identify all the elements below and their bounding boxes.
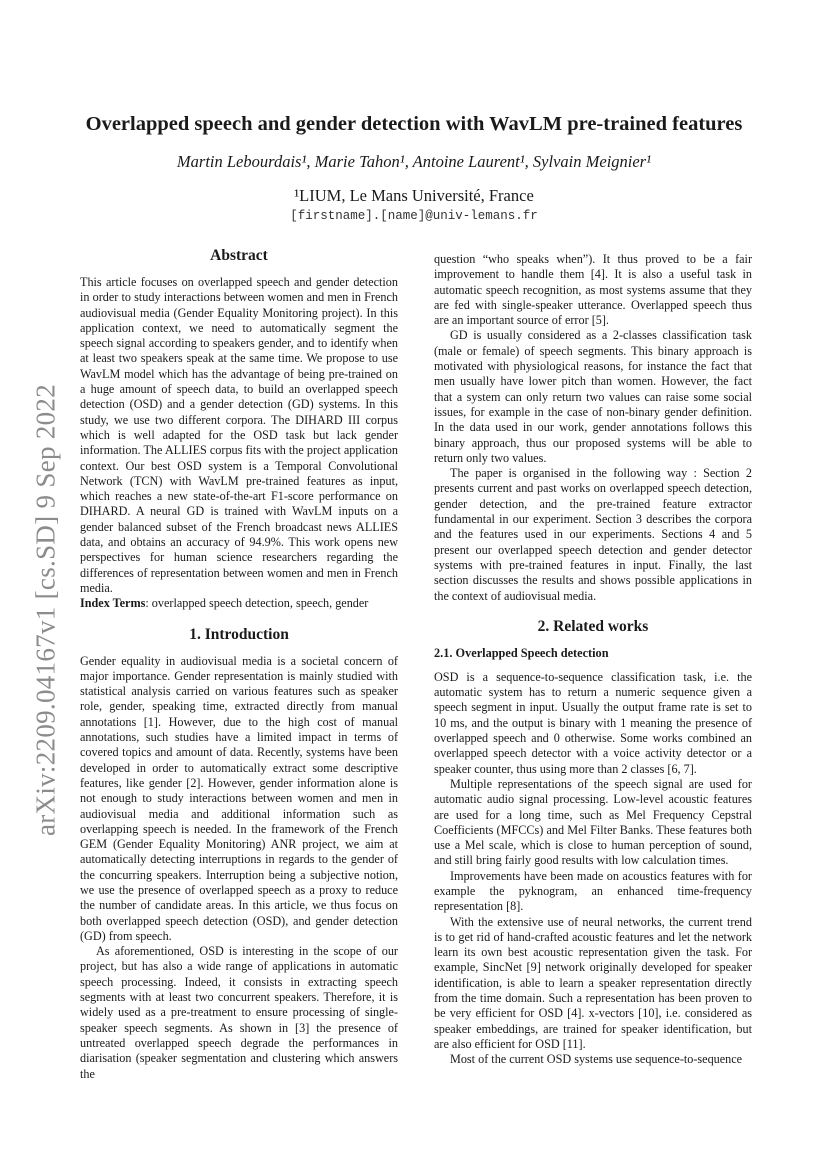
author-email: [firstname].[name]@univ-lemans.fr xyxy=(290,209,538,223)
abstract-text: This article focuses on overlapped speech and gender detection in order to study interactions between women and men in French audiovisual media (Gender Equality Monitoring project). In this application context, we need to automatically segment the speech signal according to speakers gender, and to identify when at least two speakers speak at the same time. We propose to use WavLM model which has the advantage of being pre-trained on a huge amount of speech data, to build an overlapped speech detection (OSD) and a gender detection (GD) systems. In this study, we use two different corpora. The DIHARD III corpus which is well adapted for the OSD task but lack gender information. The ALLIES corpus fits with the project application context. Our best OSD system is a Temporal Convolutional Network (TCN) with WavLM pre-trained features as input, which reaches a new state-of-the-art F1-score performance on DIHARD. A neural GD is trained with WavLM inputs on a gender balanced subset of the French broadcast news ALLIES data, and obtains an accuracy of 94.9%. This work opens new perspectives for human science researchers regarding the differences of representation between women and men in French media. xyxy=(80,275,398,595)
section-heading-introduction: 1. Introduction xyxy=(189,625,289,643)
paragraph: Improvements have been made on acoustics features with for example the pyknogram, an enhanced time-frequency representation [8]. xyxy=(434,868,752,914)
paragraph: As aforementioned, OSD is interesting in the scope of our project, but has also a wide range of applications in automatic speech processing. Indeed, it consists in extracting speech segments with at least two concurrent speakers. Therefore, it is widely used as a pre-treatment to ensure processing of single-speaker speech segments. As shown in [3] the presence of untreated overlapped speech degrade the performances in diarisation (speaker segmentation and clustering which answers the xyxy=(80,944,398,1081)
abstract-heading: Abstract xyxy=(210,247,268,264)
paragraph: Multiple representations of the speech signal are used for automatic audio signal processing. Low-level acoustic features are used for a long time, such as Mel Frequency Cepstral Coefficients (MFCCs) and Mel Filter Banks. These features both use a Mel scale, which is close to human perception of sound, and still bring fairly good results with low calculation times. xyxy=(434,776,752,868)
paragraph: Most of the current OSD systems use sequence-to-sequence xyxy=(450,1052,743,1067)
index-terms xyxy=(80,596,398,611)
paragraph: question “who speaks when”). It thus proved to be a fair improvement to handle them [4]. It is also a useful task in automatic speech recognition, as most systems assume that they are fed with single-speaker utterance. Overlapped speech thus are an important source of error [5]. xyxy=(434,252,752,328)
paragraph: GD is usually considered as a 2-classes classification task (male or female) of speech segments. This binary approach is motivated with physiological reasons, for instance the fact that men usually have lower pitch than women. However, the fact that a system can only return two values can raise some social issues, for example in the case of non-binary gender definition. In the data used in our work, gender annotations follows this binary approach, thus our proposed systems will be able to return only two values. xyxy=(434,328,752,465)
paper-title: Overlapped speech and gender detection with WavLM pre-trained features xyxy=(85,113,743,135)
affiliation: ¹LIUM, Le Mans Université, France xyxy=(294,186,534,205)
subsection-heading-osd: 2.1. Overlapped Speech detection xyxy=(434,645,609,660)
author-list: Martin Lebourdais¹, Marie Tahon¹, Antoine Laurent¹, Sylvain Meignier¹ xyxy=(176,152,652,171)
index-terms-label: Index Terms xyxy=(80,596,146,611)
paragraph: Gender equality in audiovisual media is a societal concern of major importance. Gender representation is mainly studied with statistical analysis carried on various features such as speaker role, gender, speaking time, extracted directly from manual annotations [1]. However, due to the high cost of manual annotations, such studies have a limited impact in terms of covered topics and amount of data. Recently, systems have been developed in order to automatically extract some descriptive features, like gender [2]. However, gender information alone is not enough to study interactions between women and men in audiovisual media and additional information such as overlapping speech is needed. In the framework of the French GEM (Gender Equality Monitoring) ANR project, we aim at automatically detecting interruptions in regards to the gender of the concurring speakers. Interruption being a subjective notion, we use the presence of overlapped speech as a proxy to reduce the number of candidate areas. In this article, we thus focus on both overlapped speech detection (OSD), and gender detection (GD) from speech. xyxy=(80,653,398,943)
section-heading-related-works: 2. Related works xyxy=(537,617,649,635)
index-terms-text: : overlapped speech detection, speech, gender xyxy=(145,596,369,611)
paragraph: With the extensive use of neural networks, the current trend is to get rid of hand-crafted acoustic features and let the network learn its own best acoustic representation given the task. For example, SincNet [9] network originally developed for speaker identification, is able to learn a speaker representation directly from the time domain. Such a representation has been proven to be very efficient for OSD [4]. x-vectors [10], i.e. considered as speaker embeddings, are trained for speaker identification, but are also efficient for OSD [11]. xyxy=(434,914,752,1051)
right-column xyxy=(434,252,752,1068)
left-column xyxy=(80,247,398,1082)
paragraph: OSD is a sequence-to-sequence classification task, i.e. the automatic system has to return a numeric sequence given a speech segment in input. Usually the output frame rate is set to 10 ms, and the output is binary with 1 meaning the presence of overlapped speech and 0 otherwise. Some works combined an overlapped speech detector with a voice activity detector or a speaker counter, thus using more than 2 classes [6, 7]. xyxy=(434,669,752,776)
paragraph: The paper is organised in the following way : Section 2 presents current and past works on overlapped speech detection, gender detection, and the pre-trained feature extractor fundamental in our experiment. Section 3 describes the corpora and the features used in our experiments. Sections 4 and 5 present our overlapped speech detection and gender detector systems with pre-trained features in input. Finally, the last section discusses the results and shows possible applications in the context of audiovisual media. xyxy=(434,466,752,603)
arxiv-sidebar-id: arXiv:2209.04167v1 [cs.SD] 9 Sep 2022 xyxy=(30,383,61,837)
